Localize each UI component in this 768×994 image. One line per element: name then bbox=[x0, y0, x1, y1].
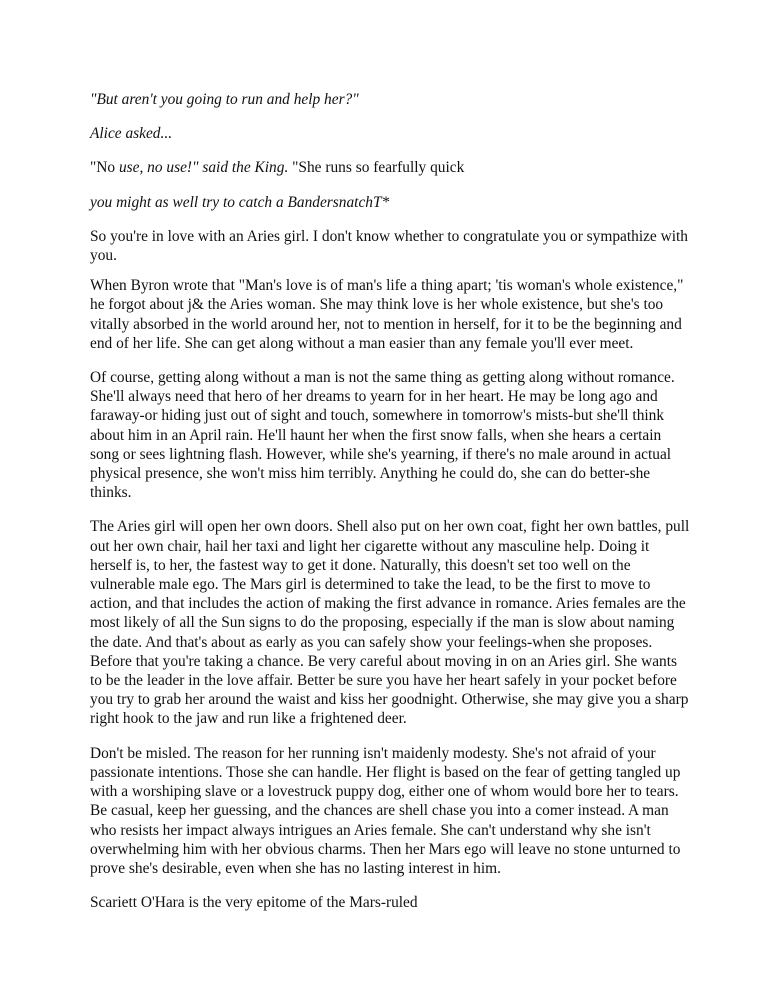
epigraph-line-3-end: "She runs so fearfully quick bbox=[288, 159, 465, 177]
epigraph-line-2: Alice asked... bbox=[90, 125, 173, 143]
epigraph-line-3-start: "No bbox=[90, 159, 119, 177]
epigraph-line-3-italic: use, no use!" said the King. bbox=[118, 159, 289, 177]
epigraph-line-1: "But aren't you going to run and help her?" bbox=[90, 91, 359, 108]
document-body bbox=[90, 90, 690, 912]
epigraph-line-4: you might as well try to catch a BandersnatchT* bbox=[90, 193, 390, 211]
epigraph-line-3 bbox=[90, 158, 690, 177]
paragraph-4: The Aries girl will open her own doors. Shell also put on her own coat, fight her own battles, pull out her own chair, hail her taxi and light her cigarette without any masculine help. Doing it herself is, to her, the fastest way to get it done. Naturally, this doesn't set too well on the vulnerable male ego. The Mars girl is determined to take the lead, to be the first to move to action, and that includes the action of making the first advance in romance. Aries females are the most likely of all the Sun signs to do the proposing, especially if the man is slow about naming the date. And that's about as early as you can safely show your feelings-when she proposes. Before that you're taking a chance. Be very careful about moving in on an Aries girl. She wants to be the leader in the love affair. Better be sure you have her heart safely in your pocket before you try to grab her around the waist and kiss her goodnight. Otherwise, she may give you a sharp right hook to the jaw and run like a frightened deer. bbox=[90, 518, 690, 728]
paragraph-2: When Byron wrote that "Man's love is of man's life a thing apart; 'tis woman's whole existence," he forgot about j& the Aries woman. She may think love is her whole existence, but she's too vitally absorbed in the world around her, not to mention in herself, for it to be the beginning and end of her life. She can get along without a man easier than any female you'll ever meet. bbox=[90, 277, 684, 352]
paragraph-1: So you're in love with an Aries girl. I don't know whether to congratulate you or sympathize with you. bbox=[90, 227, 688, 265]
paragraph-3: Of course, getting along without a man is not the same thing as getting along without romance. She'll always need that hero of her dreams to yearn for in her heart. He may be long ago and faraway-or hiding just out of sight and touch, somewhere in tomorrow's mists-but she'll think about him in an April rain. He'll haunt her when the first snow falls, when she hears a certain song or sees lightning flash. However, while she's yearning, if there's no male around in actual physical presence, she won't miss him terribly. Anything he could do, she can do better-she thinks. bbox=[90, 369, 675, 502]
paragraph-6: Scariett O'Hara is the very epitome of the Mars-ruled bbox=[90, 894, 418, 912]
paragraph-5: Don't be misled. The reason for her running isn't maidenly modesty. She's not afraid of your passionate intentions. Those she can handle. Her flight is based on the fear of getting tangled up with a worshiping slave or a lovestruck puppy dog, either one of whom would bore her to tears. Be casual, keep her guessing, and the chances are shell chase you into a comer instead. A man who resists her impact always intrigues an Aries female. She can't understand why she isn't overwhelming him with her obvious charms. Then her Mars ego will leave no stone unturned to prove she's desirable, even when she has no lasting interest in him. bbox=[90, 744, 681, 877]
